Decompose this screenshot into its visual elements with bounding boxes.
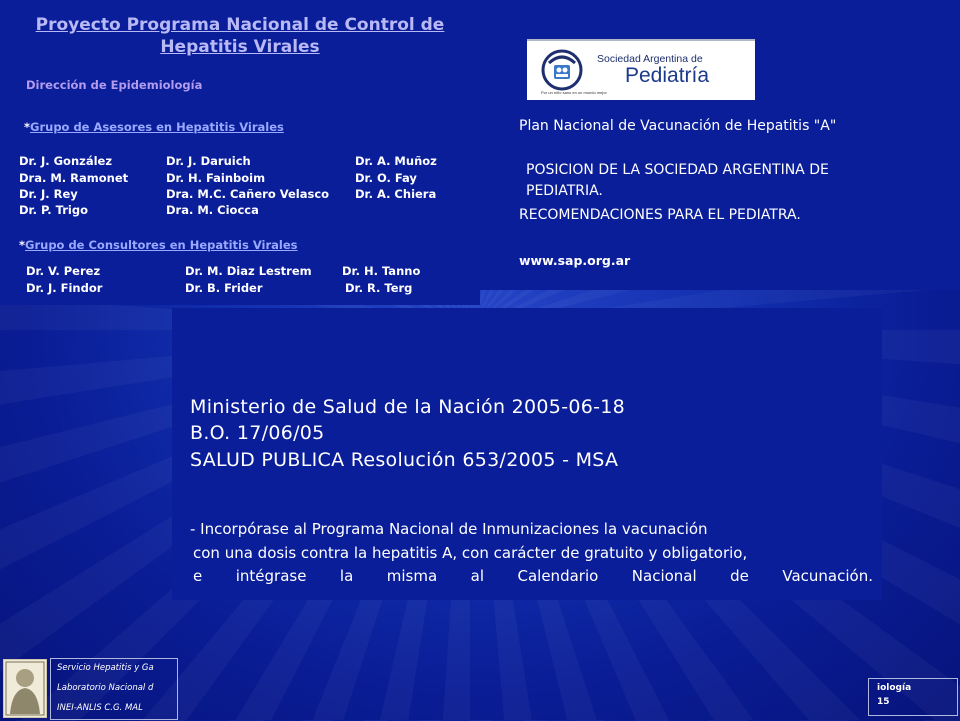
posicion-line-2: PEDIATRIA. <box>526 183 603 199</box>
footer-right-box <box>868 678 958 716</box>
asesor-name: Dra. M. Ciocca <box>166 203 259 217</box>
title-line-1: Proyecto Programa Nacional de Control de <box>35 15 445 35</box>
footer-line-2: Laboratorio Nacional d <box>57 683 154 693</box>
footer-right-line-2: 15 <box>877 697 890 707</box>
asterisk: * <box>24 120 31 134</box>
logo-org-line1: Sociedad Argentina de <box>597 53 703 65</box>
footer-line-3: INEI-ANLIS C.G. MAL <box>57 703 143 713</box>
ministerio-line: Ministerio de Salud de la Nación 2005-06-18 <box>190 396 626 418</box>
resolucion-line: SALUD PUBLICA Resolución 653/2005 - MSA <box>190 449 619 471</box>
subtitle-epidemiologia: Dirección de Epidemiología <box>26 78 203 92</box>
logo-motto: Por un niño sano en un mundo mejor <box>541 90 607 95</box>
logo-org-line2: Pediatría <box>625 64 710 87</box>
resolucion-body-line-3: e intégrase la misma al Calendario Nacional de Vacunación. <box>193 567 873 585</box>
asesor-name: Dr. A. Chiera <box>355 187 437 201</box>
asesor-name: Dra. M.C. Cañero Velasco <box>166 187 330 201</box>
consultor-name: Dr. B. Frider <box>185 281 263 295</box>
sap-url-link[interactable]: www.sap.org.ar <box>519 253 631 268</box>
bust-icon <box>4 660 46 717</box>
consultor-name: Dr. R. Terg <box>345 281 413 295</box>
asesor-name: Dr. O. Fay <box>355 171 417 185</box>
asesor-name: Dra. M. Ramonet <box>19 171 129 185</box>
footer-right-line-1: iología <box>877 683 912 693</box>
bo-line: B.O. 17/06/05 <box>190 422 325 444</box>
sap-logo <box>527 39 755 100</box>
group-asesores-link[interactable]: Grupo de Asesores en Hepatitis Virales <box>30 120 284 134</box>
consultor-name: Dr. J. Findor <box>26 281 103 295</box>
asesor-name: Dr. J. Rey <box>19 187 78 201</box>
asesor-name: Dr. H. Fainboim <box>166 171 266 185</box>
title-line-2: Hepatitis Virales <box>160 37 320 57</box>
footer-line-1: Servicio Hepatitis y Ga <box>57 663 154 673</box>
institute-logo-icon <box>3 659 47 718</box>
left-panel <box>0 0 480 305</box>
sap-emblem-icon <box>541 49 583 91</box>
consultor-name: Dr. H. Tanno <box>342 264 421 278</box>
group-consultores-link[interactable]: Grupo de Consultores en Hepatitis Virales <box>25 238 298 252</box>
resolucion-body-line-2: con una dosis contra la hepatitis A, con carácter de gratuito y obligatorio, <box>193 544 748 562</box>
posicion-line-1: POSICION DE LA SOCIEDAD ARGENTINA DE <box>526 162 829 178</box>
asesor-name: Dr. P. Trigo <box>19 203 88 217</box>
page-title <box>20 14 460 58</box>
plan-vacunacion-title: Plan Nacional de Vacunación de Hepatitis "A" <box>519 118 837 134</box>
recomendaciones-text: RECOMENDACIONES PARA EL PEDIATRA. <box>519 207 801 223</box>
asesor-name: Dr. J. González <box>19 154 113 168</box>
group-asesores-heading <box>24 120 284 134</box>
consultor-name: Dr. M. Diaz Lestrem <box>185 264 312 278</box>
resolucion-body-line-1: - Incorpórase al Programa Nacional de Inmunizaciones la vacunación <box>190 520 708 538</box>
group-consultores-heading <box>19 238 298 252</box>
asesor-name: Dr. J. Daruich <box>166 154 251 168</box>
asterisk: * <box>19 238 26 252</box>
consultor-name: Dr. V. Perez <box>26 264 101 278</box>
asesor-name: Dr. A. Muñoz <box>355 154 437 168</box>
footer-institution-box <box>50 658 178 720</box>
